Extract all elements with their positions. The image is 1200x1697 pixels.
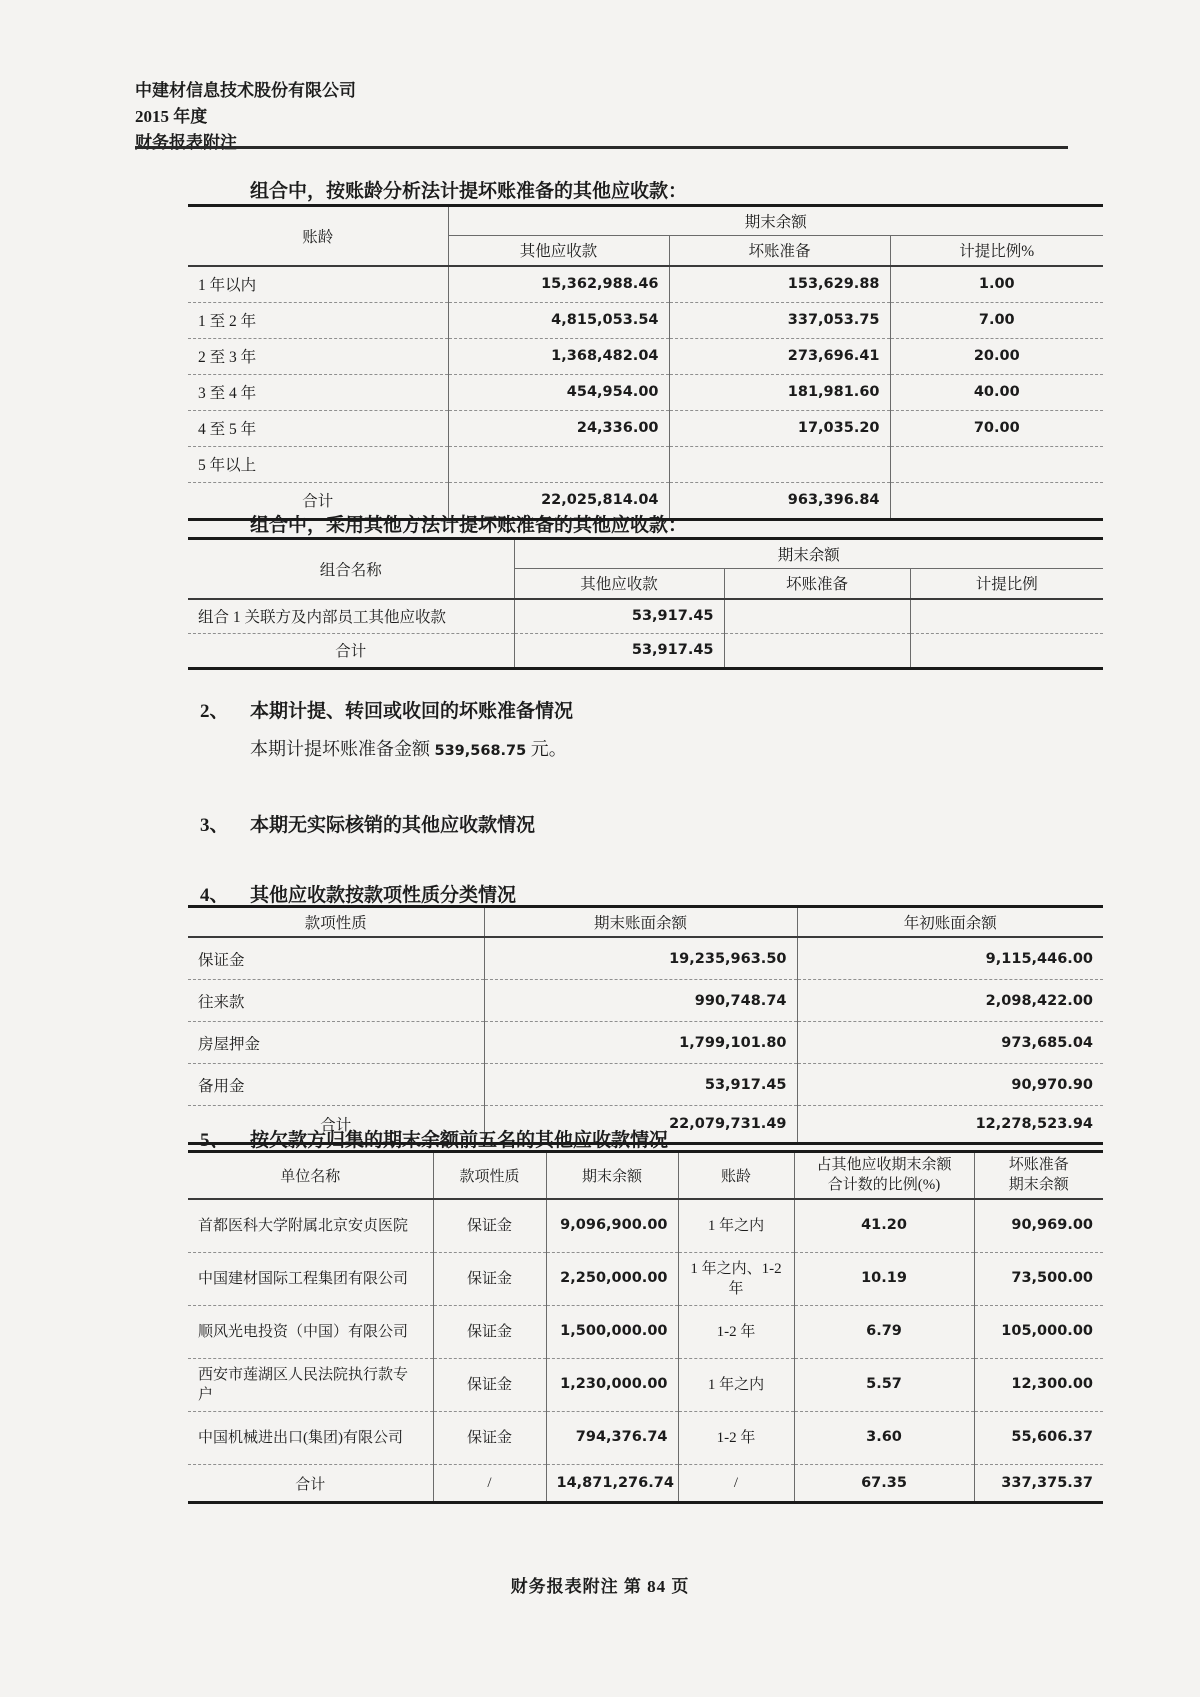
cell-aging: 1 年之内: [678, 1199, 794, 1253]
provision-amount: 539,568.75: [434, 743, 527, 759]
cell-provision: 17,035.20: [669, 410, 890, 446]
cell-balance: 1,230,000.00: [546, 1359, 678, 1412]
top-five-debtors-table: [188, 1150, 1103, 1504]
entity-name: 西安市莲湖区人民法院执行款专户: [188, 1359, 433, 1412]
cell-provision: 181,981.60: [669, 374, 890, 410]
table-row: [188, 599, 1103, 634]
col-header-bad-debt-ending: 坏账准备 期末余额: [974, 1152, 1103, 1200]
col-group-ending-balance: 期末余额: [448, 206, 1103, 236]
cell-ratio: 20.00: [890, 338, 1103, 374]
cell-nature: 保证金: [433, 1412, 546, 1465]
cell-amount: 53,917.45: [514, 633, 724, 668]
cell-aging: 1-2 年: [678, 1306, 794, 1359]
cell-beginning: 12,278,523.94: [975, 1116, 1093, 1132]
col-header-other-receivables: 其他应收款: [514, 569, 724, 599]
cell-amount: 24,336.00: [448, 410, 669, 446]
age-label: 4 至 5 年: [188, 410, 448, 446]
col-header-provision-ratio: 计提比例: [910, 569, 1103, 599]
table-row: [188, 937, 1103, 980]
body-text: 本期计提坏账准备金额: [250, 739, 435, 759]
col-header-ending-book-balance: 期末账面余额: [484, 907, 797, 938]
cell-amount: 53,917.45: [514, 599, 724, 634]
table-row: [188, 374, 1103, 410]
nature-label: 保证金: [188, 937, 484, 980]
cell-balance: 14,871,276.74: [546, 1465, 678, 1503]
age-label: 1 年以内: [188, 266, 448, 303]
table-row: [188, 1064, 1103, 1106]
col-header-aging: 账龄: [188, 206, 448, 266]
cell-nature: 保证金: [433, 1199, 546, 1253]
section-4-heading: [200, 880, 516, 907]
nature-label: 备用金: [188, 1064, 484, 1106]
section-title: 本期计提、转回或收回的坏账准备情况: [250, 701, 574, 722]
entity-name: 首都医科大学附属北京安贞医院: [188, 1199, 433, 1253]
age-label: 5 年以上: [188, 446, 448, 482]
total-label: 合计: [188, 1465, 433, 1503]
cell-nature: 保证金: [433, 1306, 546, 1359]
portfolio-label: 组合 1 关联方及内部员工其他应收款: [188, 599, 514, 634]
cell-ending: 19,235,963.50: [484, 937, 797, 980]
other-method-table: [188, 537, 1103, 670]
document-header: [135, 78, 356, 156]
col-header-entity-name: 单位名称: [188, 1152, 433, 1200]
cell-ratio: [890, 482, 1103, 519]
table-row: [188, 446, 1103, 482]
col-header-nature: 款项性质: [188, 907, 484, 938]
cell-amount: 15,362,988.46: [448, 266, 669, 303]
cell-aging: 1-2 年: [678, 1412, 794, 1465]
cell-bad-debt: 105,000.00: [974, 1306, 1103, 1359]
table-row: [188, 1253, 1103, 1306]
cell-bad-debt: 90,969.00: [974, 1199, 1103, 1253]
cell-nature: 保证金: [433, 1253, 546, 1306]
col-header-ending-balance: 期末余额: [546, 1152, 678, 1200]
col-header-proportion: 占其他应收期末余额 合计数的比例(%): [794, 1152, 974, 1200]
cell-provision: 273,696.41: [669, 338, 890, 374]
cell-proportion: 10.19: [794, 1253, 974, 1306]
section-5-heading: [200, 1125, 668, 1152]
fiscal-year: 2015 年度: [135, 107, 208, 126]
section-title: 其他应收款按款项性质分类情况: [250, 885, 517, 906]
total-row: [188, 1465, 1103, 1503]
cell-beginning: 90,970.90: [797, 1064, 1103, 1106]
cell-provision: [724, 599, 910, 634]
cell-aging: /: [678, 1465, 794, 1503]
section-3-heading: [200, 810, 535, 837]
col-header-portfolio-name: 组合名称: [188, 539, 514, 599]
cell-proportion: 5.57: [794, 1359, 974, 1412]
cell-beginning: 973,685.04: [797, 1022, 1103, 1064]
cell-ratio: 40.00: [890, 374, 1103, 410]
cell-provision: 963,396.84: [669, 482, 890, 519]
company-name: 中建材信息技术股份有限公司: [135, 81, 356, 100]
cell-balance: 2,250,000.00: [546, 1253, 678, 1306]
cell-ratio: [890, 446, 1103, 482]
total-label: 合计: [188, 633, 514, 668]
body-text: 元。: [526, 739, 567, 759]
cell-beginning: 2,098,422.00: [797, 980, 1103, 1022]
age-label: 3 至 4 年: [188, 374, 448, 410]
total-row: [188, 633, 1103, 668]
cell-provision: 337,053.75: [669, 302, 890, 338]
col-header-bad-debt-provision: 坏账准备: [669, 236, 890, 266]
table-row: [188, 1022, 1103, 1064]
section-title: 按欠款方归集的期末余额前五名的其他应收款情况: [250, 1130, 669, 1151]
section-2-body: [250, 735, 567, 761]
nature-label: 房屋押金: [188, 1022, 484, 1064]
table-row: [188, 302, 1103, 338]
cell-proportion: 41.20: [794, 1199, 974, 1253]
cell-beginning: 9,115,446.00: [797, 937, 1103, 980]
col-header-provision-ratio: 计提比例%: [890, 236, 1103, 266]
cell-balance: 1,500,000.00: [546, 1306, 678, 1359]
cell-proportion: 6.79: [794, 1306, 974, 1359]
cell-amount: [448, 446, 669, 482]
table-row: [188, 338, 1103, 374]
cell-amount: 22,025,814.04: [448, 482, 669, 519]
entity-name: 顺风光电投资（中国）有限公司: [188, 1306, 433, 1359]
cell-amount: 454,954.00: [448, 374, 669, 410]
cell-proportion: 67.35: [794, 1465, 974, 1503]
cell-ratio: 70.00: [890, 410, 1103, 446]
cell-bad-debt: 337,375.37: [1001, 1475, 1093, 1491]
document-title: 财务报表附注: [135, 133, 237, 152]
other-method-table-title: 组合中，采用其他方法计提坏账准备的其他应收款：: [250, 515, 688, 536]
col-group-ending-balance: 期末余额: [514, 539, 1103, 569]
cell-nature: 保证金: [433, 1359, 546, 1412]
col-header-nature: 款项性质: [433, 1152, 546, 1200]
age-label: 1 至 2 年: [188, 302, 448, 338]
section-number: 5、: [200, 1130, 229, 1151]
table-row: [188, 266, 1103, 303]
cell-bad-debt: 12,300.00: [974, 1359, 1103, 1412]
cell-ending: 22,079,731.49: [484, 1106, 797, 1144]
section-number: 2、: [200, 701, 229, 722]
cell-ratio: [910, 599, 1103, 634]
cell-bad-debt: 55,606.37: [974, 1412, 1103, 1465]
section-title: 本期无实际核销的其他应收款情况: [250, 815, 536, 836]
aging-table-title: 组合中，按账龄分析法计提坏账准备的其他应收款：: [250, 181, 688, 202]
col-header-bad-debt-provision: 坏账准备: [724, 569, 910, 599]
nature-classification-table: [188, 905, 1103, 1145]
col-header-aging: 账龄: [678, 1152, 794, 1200]
cell-amount: 4,815,053.54: [448, 302, 669, 338]
cell-nature: /: [433, 1465, 546, 1503]
section-number: 4、: [200, 885, 229, 906]
cell-ratio: 7.00: [890, 302, 1103, 338]
col-header-other-receivables: 其他应收款: [448, 236, 669, 266]
cell-provision: [724, 633, 910, 668]
entity-name: 中国机械进出口(集团)有限公司: [188, 1412, 433, 1465]
cell-aging: 1 年之内、1-2 年: [678, 1253, 794, 1306]
section-number: 3、: [200, 815, 229, 836]
page-footer: 财务报表附注 第 84 页: [510, 1577, 690, 1596]
total-label: 合计: [188, 1106, 484, 1144]
table-row: [188, 1199, 1103, 1253]
table-row: [188, 1412, 1103, 1465]
aging-analysis-table: [188, 204, 1103, 521]
cell-bad-debt: 73,500.00: [974, 1253, 1103, 1306]
entity-name: 中国建材国际工程集团有限公司: [188, 1253, 433, 1306]
cell-ending: 53,917.45: [484, 1064, 797, 1106]
cell-balance: 794,376.74: [546, 1412, 678, 1465]
cell-amount: 1,368,482.04: [448, 338, 669, 374]
col-header-beginning-book-balance: 年初账面余额: [797, 907, 1103, 938]
header-divider: [135, 146, 1068, 149]
cell-aging: 1 年之内: [678, 1359, 794, 1412]
nature-label: 往来款: [188, 980, 484, 1022]
table-row: [188, 1306, 1103, 1359]
cell-ending: 990,748.74: [484, 980, 797, 1022]
cell-ratio: 1.00: [890, 266, 1103, 303]
cell-provision: [669, 446, 890, 482]
table-row: [188, 410, 1103, 446]
cell-balance: 9,096,900.00: [546, 1199, 678, 1253]
cell-ending: 1,799,101.80: [484, 1022, 797, 1064]
age-label: 2 至 3 年: [188, 338, 448, 374]
table-row: [188, 980, 1103, 1022]
cell-proportion: 3.60: [794, 1412, 974, 1465]
total-label: 合计: [188, 482, 448, 519]
cell-provision: 153,629.88: [669, 266, 890, 303]
table-row: [188, 1359, 1103, 1412]
cell-ratio: [910, 633, 1103, 668]
section-2-heading: [200, 696, 573, 723]
